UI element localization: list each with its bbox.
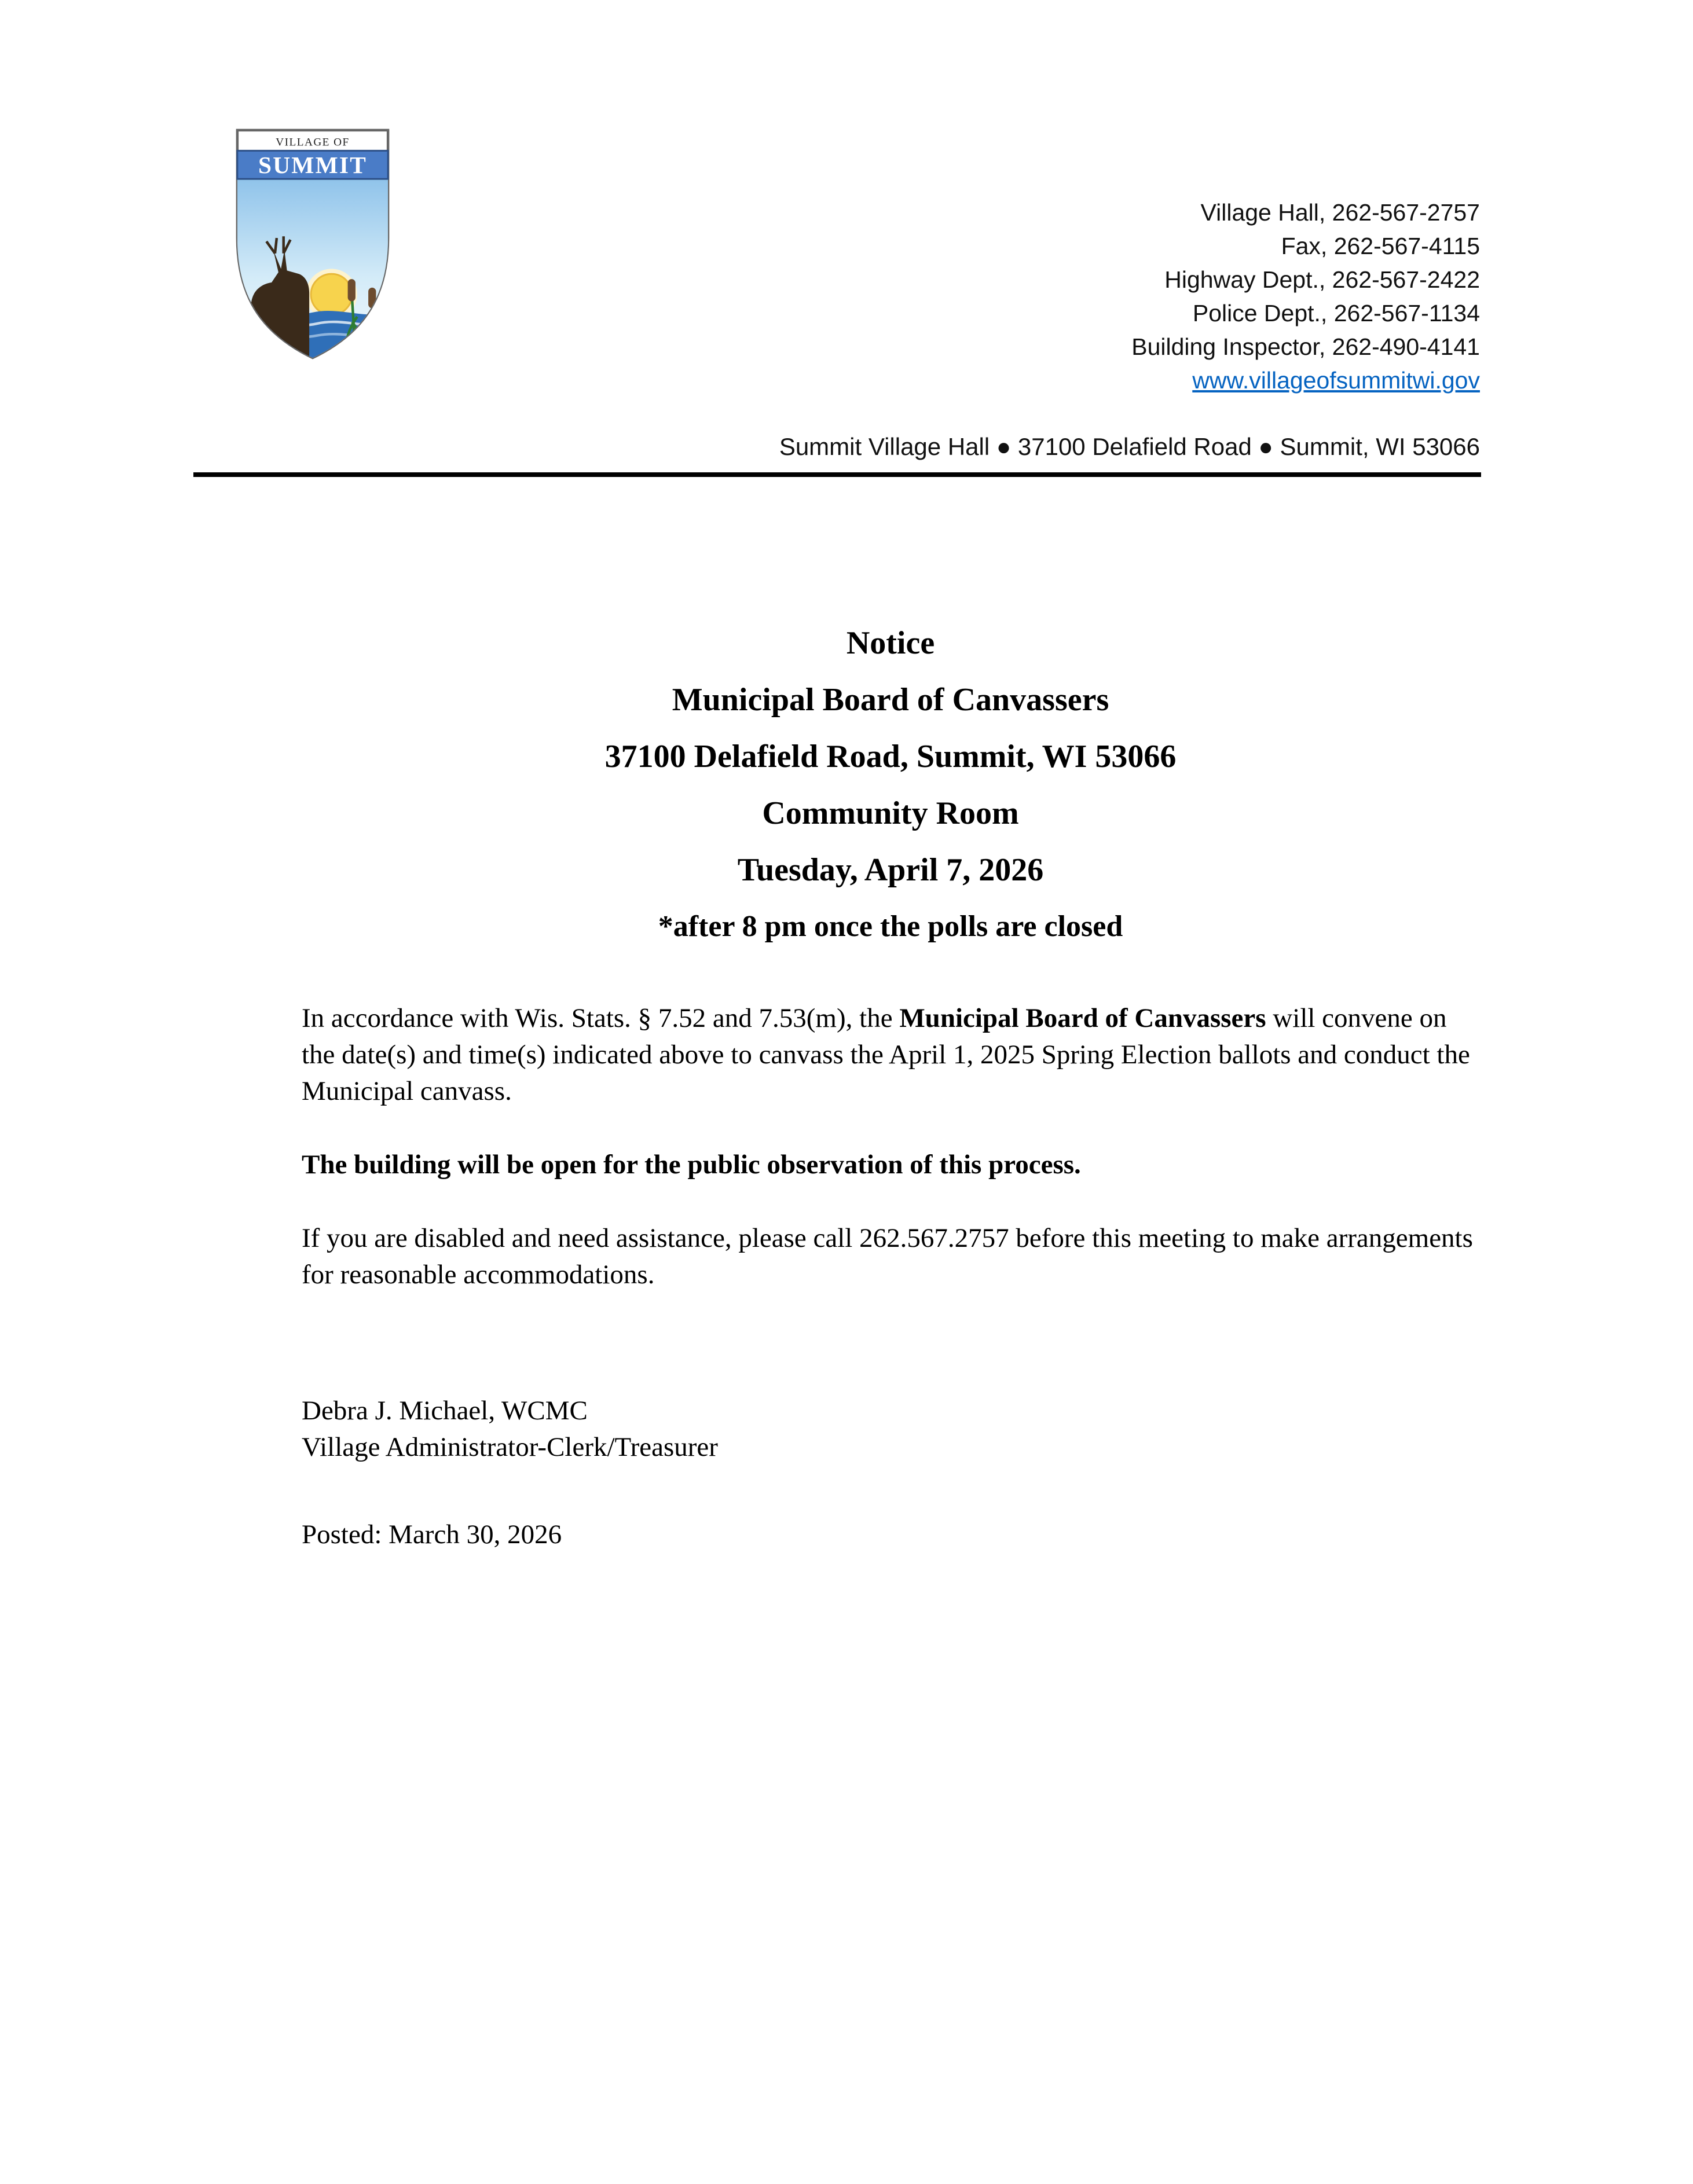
summit-crest-icon [227,125,398,365]
notice-title-line-time: *after 8 pm once the polls are closed [658,910,1123,943]
contact-line-village-hall: Village Hall, 262-567-2757 [1200,199,1480,226]
notice-title-line-room: Community Room [762,795,1019,831]
paragraph-statute-post: will convene on the date(s) and time(s) indicated above to canvass the April 1, 2025 Spring Election ballots and conduct the Municipal canvass. [302,1003,1470,1106]
contact-block [1131,196,1480,397]
notice-title-line-notice: Notice [846,625,935,661]
logo-village-of-text: VILLAGE OF [276,136,350,149]
notice-title-line-board: Municipal Board of Canvassers [672,682,1109,718]
signature-block [302,1393,1479,1466]
website-link[interactable]: www.villageofsummitwi.gov [1192,367,1480,394]
contact-line-highway-dept: Highway Dept., 262-567-2422 [1164,266,1480,293]
paragraph-statute-pre: In accordance with Wis. Stats. § 7.52 and 7.53(m), the [302,1003,900,1033]
header-rule [193,472,1481,477]
notice-title-line-address: 37100 Delafield Road, Summit, WI 53066 [604,739,1177,775]
paragraph-statute-bold: Municipal Board of Canvassers [899,1003,1266,1033]
letterhead [0,0,1693,480]
signature-name: Debra J. Michael, WCMC [302,1396,588,1426]
contact-line-fax: Fax, 262-567-4115 [1281,233,1480,259]
notice-body [302,615,1479,1553]
address-line: Summit Village Hall ● 37100 Delafield Road ● Summit, WI 53066 [779,433,1480,460]
paragraph-accessibility: If you are disabled and need assistance, please call 262.567.2757 before this meeting to make arrangements for reasonable accommodations. [302,1223,1473,1290]
contact-line-police-dept: Police Dept., 262-567-1134 [1192,300,1480,326]
notice-title-block [302,615,1479,955]
posted-date: Posted: March 30, 2026 [302,1519,562,1550]
logo-summit-text: SUMMIT [258,151,368,178]
contact-line-building-inspector: Building Inspector, 262-490-4141 [1131,333,1480,360]
paragraph-statute [302,1000,1479,1110]
notice-title-line-date: Tuesday, April 7, 2026 [737,852,1044,888]
village-of-summit-logo [227,125,398,365]
signature-title: Village Administrator-Clerk/Treasurer [302,1432,718,1462]
paragraph-public-observation: The building will be open for the public observation of this process. [302,1150,1081,1180]
